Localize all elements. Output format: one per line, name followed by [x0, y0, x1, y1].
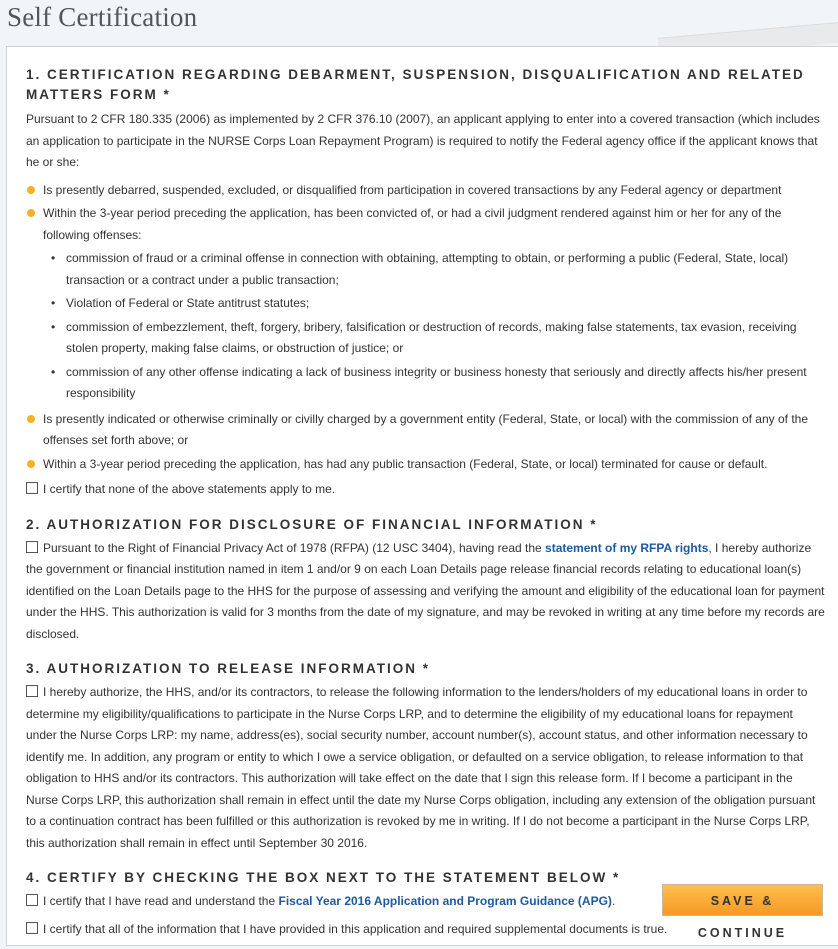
- rfpa-checkbox[interactable]: [26, 541, 38, 553]
- list-item-text: Within the 3-year period preceding the application, has been convicted of, or had a civil judgment rendered against him or her for any of the following offenses:: [43, 206, 782, 242]
- section-financial-disclosure: [26, 515, 826, 646]
- certify-none-checkbox[interactable]: [26, 482, 38, 494]
- list-item: Within a 3-year period preceding the application, has had any public transaction (Federal, State, or local) terminated for cause or default.: [26, 454, 826, 476]
- section-release-information: [26, 659, 826, 854]
- list-item: Is presently indicated or otherwise criminally or civilly charged by a government entity (Federal, State, or local) with the commission of any of the offenses set forth above; or: [26, 409, 826, 452]
- list-item: • Violation of Federal or State antitrust statutes;: [49, 293, 826, 315]
- text: Pursuant to the Right of Financial Privacy Act of 1978 (RFPA) (12 USC 3404), having read the: [43, 540, 546, 555]
- section-heading: 3. AUTHORIZATION TO RELEASE INFORMATION *: [26, 661, 431, 676]
- form-panel: [6, 46, 838, 946]
- section-heading: 4. CERTIFY BY CHECKING THE BOX NEXT TO THE STATEMENT BELOW *: [26, 870, 621, 885]
- certify-none-row: [26, 479, 826, 501]
- info-true-checkbox[interactable]: [26, 922, 38, 934]
- save-continue-button[interactable]: SAVE & CONTINUE: [662, 884, 823, 916]
- list-item: • commission of fraud or a criminal offense in connection with obtaining, attempting to obtain, or performing a public (Federal, State, local) transaction or a contract under a public transaction;: [49, 248, 826, 291]
- section-debarment: [26, 65, 826, 501]
- list-item: • commission of embezzlement, theft, forgery, bribery, falsification or destruction of records, making false statements, tax evasion, receiving stolen property, making false claims, or obstruction of justice; or: [49, 317, 826, 360]
- statement-list: [26, 180, 826, 476]
- release-checkbox[interactable]: [26, 685, 38, 697]
- text: I hereby authorize, the HHS, and/or its contractors, to release the following information to the lenders/holders of my educational loans in order to determine my eligibility/qualifications to participate in the Nurse Corps LRP, and to determine the eligibility of my educational loans for repayment under the Nurse Corps LRP: my name, address(es), social security number, account number(s), account status, and other information necessary to identify me. In addition, any program or entity to which I owe a service obligation, or defaulted on a service obligation, to release information to that obligation to HHS and/or its contractors. This authorization will take effect on the date that I sign this release form. If I become a participant in the Nurse Corps LRP, this authorization shall remain in effect until the date my Nurse Corps obligation, including any extension of the obligation pursuant to a continuation contract has been fulfilled or this authorization is revoked by me in writing. If I do not become a participant in the Nurse Corps LRP, this authorization shall remain in effect until September 30 2016.: [26, 685, 816, 850]
- apg-checkbox[interactable]: [26, 894, 38, 906]
- text: I certify that all of the information that I have provided in this application and required supplemental documents is true.: [43, 921, 668, 936]
- section-heading: 1. CERTIFICATION REGARDING DEBARMENT, SUSPENSION, DISQUALIFICATION AND RELATED MATTERS FORM *: [26, 67, 805, 102]
- section-heading: 2. AUTHORIZATION FOR DISCLOSURE OF FINANCIAL INFORMATION *: [26, 516, 598, 532]
- text: , I hereby authorize the government or financial institution named in item 1 and/or 9 on each Loan Details page release financial records relating to educational loan(s) identified on the Loan Details page to the HHS for the purpose of assessing and verifying the amount and eligibility of the educational loan for payment under the HHS. This authorization is valid for 3 months from the date of my signature, and may be revoked in writing at any time before my records are disclosed.: [26, 540, 825, 641]
- offense-list: [43, 248, 826, 405]
- page-title: Self Certification: [7, 2, 198, 32]
- text: .: [611, 894, 616, 908]
- rfpa-rights-link[interactable]: statement of my RFPA rights: [545, 540, 709, 555]
- list-item: • commission of any other offense indicating a lack of business integrity or business honesty that seriously and directly affects his/her present responsibility: [49, 362, 826, 405]
- checkbox-label: I certify that none of the above statements apply to me.: [43, 482, 336, 496]
- list-item: Is presently debarred, suspended, excluded, or disqualified from participation in covered transactions by any Federal agency or department: [26, 180, 826, 202]
- list-item: [26, 203, 826, 405]
- text: I certify that I have read and understand the: [43, 894, 279, 908]
- apg-link[interactable]: Fiscal Year 2016 Application and Program Guidance (APG): [278, 894, 612, 908]
- section-intro: Pursuant to 2 CFR 180.335 (2006) as implemented by 2 CFR 376.10 (2007), an applicant applying to enter into a covered transaction (which includes an application to participate in the NURSE Corps Loan Repayment Program) is required to notify the Federal agency office if the applicant knows that he or she:: [26, 112, 820, 169]
